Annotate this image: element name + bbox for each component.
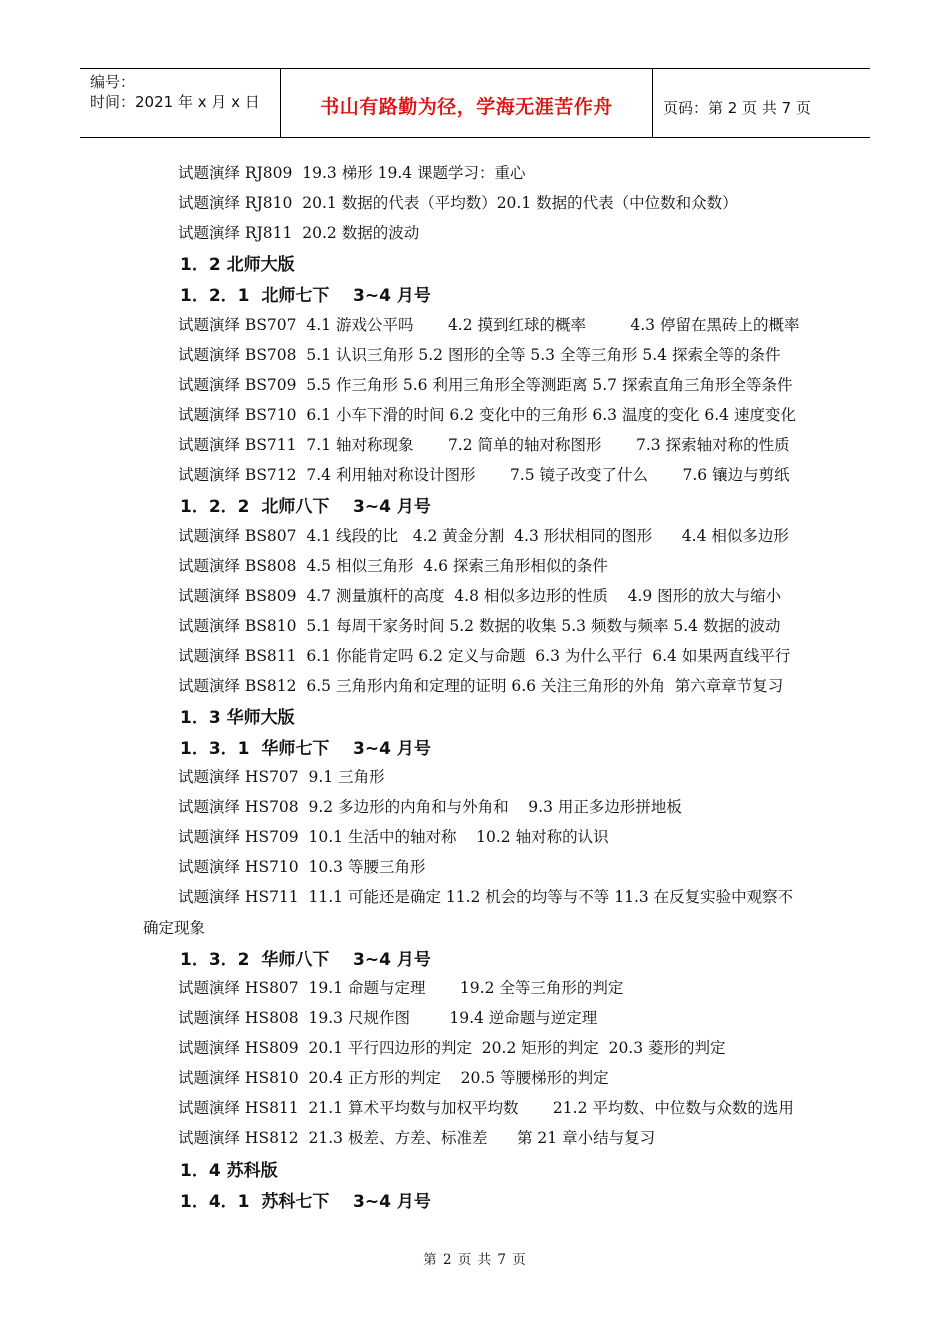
subsection-heading: 1．2．2 北师八下 3~4 月号	[180, 497, 431, 517]
subsection-heading: 1．3．1 华师七下 3~4 月号	[180, 739, 431, 759]
list-item: 试题演绎 HS812 21.3 极差、方差、标准差 第 21 章小结与复习	[178, 1129, 656, 1147]
list-item: 试题演绎 BS710 6.1 小车下滑的时间 6.2 变化中的三角形 6.3 温度的变化 6.4 速度变化	[178, 406, 796, 424]
list-item: 试题演绎 BS808 4.5 相似三角形 4.6 探索三角形相似的条件	[178, 557, 608, 575]
list-item: 试题演绎 BS712 7.4 利用轴对称设计图形 7.5 镜子改变了什么 7.6 镶边与剪纸	[178, 466, 790, 484]
list-item: 试题演绎 BS807 4.1 线段的比 4.2 黄金分割 4.3 形状相同的图形 4.4 相似多边形	[178, 527, 789, 545]
page-label: 页码：第 2 页 共 7 页	[663, 98, 811, 117]
section-heading: 1．2 北师大版	[180, 255, 295, 275]
section-heading: 1．3 华师大版	[180, 708, 295, 728]
list-item: 试题演绎 HS807 19.1 命题与定理 19.2 全等三角形的判定	[178, 979, 624, 997]
list-item: 试题演绎 BS810 5.1 每周干家务时间 5.2 数据的收集 5.3 频数与频率 5.4 数据的波动	[178, 617, 781, 635]
list-item: 试题演绎 BS708 5.1 认识三角形 5.2 图形的全等 5.3 全等三角形 5.4 探索全等的条件	[178, 346, 781, 364]
list-item: 试题演绎 BS707 4.1 游戏公平吗 4.2 摸到红球的概率 4.3 停留在黑砖上的概率	[178, 316, 800, 334]
number-label: 编号：	[90, 73, 136, 91]
motto: 书山有路勤为径，学海无涯苦作舟	[320, 95, 613, 118]
list-item: 试题演绎 BS709 5.5 作三角形 5.6 利用三角形全等测距离 5.7 探索直角三角形全等条件	[178, 376, 793, 394]
list-item: 试题演绎 HS710 10.3 等腰三角形	[178, 858, 426, 876]
list-item: 试题演绎 RJ810 20.1 数据的代表（平均数）20.1 数据的代表（中位数和众数）	[178, 194, 738, 212]
list-item: 试题演绎 RJ809 19.3 梯形 19.4 课题学习：重心	[178, 164, 526, 182]
page-header	[80, 68, 870, 138]
list-item: 试题演绎 BS811 6.1 你能肯定吗 6.2 定义与命题 6.3 为什么平行 6.4 如果两直线平行	[178, 647, 791, 665]
list-item: 试题演绎 RJ811 20.2 数据的波动	[178, 224, 420, 242]
list-item: 试题演绎 HS808 19.3 尺规作图 19.4 逆命题与逆定理	[178, 1009, 598, 1027]
subsection-heading: 1．3．2 华师八下 3~4 月号	[180, 950, 431, 970]
list-item: 试题演绎 HS711 11.1 可能还是确定 11.2 机会的均等与不等 11.3 在反复实验中观察不	[178, 888, 794, 906]
list-item: 试题演绎 HS708 9.2 多边形的内角和与外角和 9.3 用正多边形拼地板	[178, 798, 682, 816]
list-item: 试题演绎 BS809 4.7 测量旗杆的高度 4.8 相似多边形的性质 4.9 图形的放大与缩小	[178, 587, 782, 605]
list-item: 试题演绎 HS810 20.4 正方形的判定 20.5 等腰梯形的判定	[178, 1069, 609, 1087]
list-item: 试题演绎 HS709 10.1 生活中的轴对称 10.2 轴对称的认识	[178, 828, 609, 846]
list-item: 试题演绎 HS811 21.1 算术平均数与加权平均数 21.2 平均数、中位数与众数的选用	[178, 1099, 794, 1117]
subsection-heading: 1．2．1 北师七下 3~4 月号	[180, 286, 431, 306]
header-page-cell	[653, 69, 870, 137]
list-item: 试题演绎 BS711 7.1 轴对称现象 7.2 简单的轴对称图形 7.3 探索轴对称的性质	[178, 436, 790, 454]
list-item: 试题演绎 HS809 20.1 平行四边形的判定 20.2 矩形的判定 20.3 菱形的判定	[178, 1039, 726, 1057]
subsection-heading: 1．4．1 苏科七下 3~4 月号	[180, 1192, 431, 1212]
section-heading: 1．4 苏科版	[180, 1161, 278, 1181]
list-item: 试题演绎 HS707 9.1 三角形	[178, 768, 385, 786]
header-meta	[80, 69, 280, 137]
header-motto-cell	[280, 69, 653, 137]
list-item-continuation: 确定现象	[143, 919, 206, 937]
time-label: 时间：2021 年 x 月 x 日	[90, 93, 260, 111]
list-item: 试题演绎 BS812 6.5 三角形内角和定理的证明 6.6 关注三角形的外角 第六章章节复习	[178, 677, 784, 695]
page-footer: 第 2 页 共 7 页	[423, 1252, 527, 1268]
